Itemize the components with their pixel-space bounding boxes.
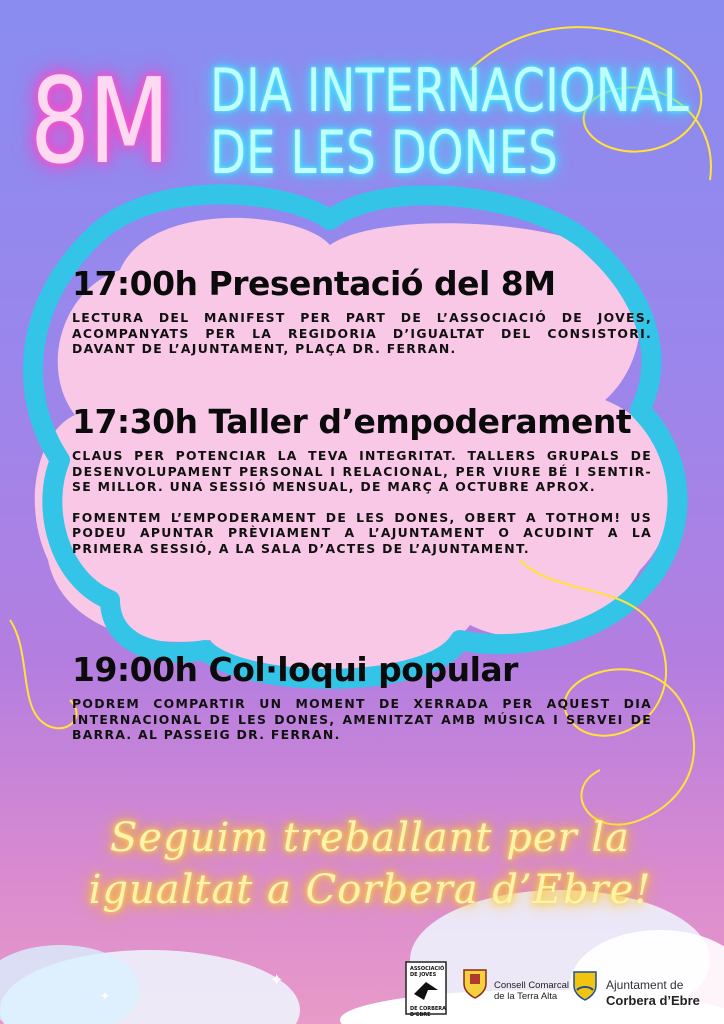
event-presentacio bbox=[72, 264, 652, 357]
event-description: CLAUS PER POTENCIAR LA TEVA INTEGRITAT. TALLERS GRUPALS DE DESENVOLUPAMENT PERSONAL I RELACIONAL, PER VIURE BÉ I SENTIR-SE MILLOR. UNA SESSIÓ MENSUAL, DE MARÇ A OCTUBRE APROX. bbox=[72, 448, 652, 494]
slogan bbox=[60, 812, 680, 916]
event-title: 19:00h Col·loqui popular bbox=[72, 650, 518, 689]
sparkle-icon: ✦ bbox=[270, 970, 284, 989]
yellow-squiggle-left bbox=[10, 620, 77, 728]
ajuntament-logo bbox=[572, 960, 718, 1016]
ajuntament-line-1: Ajuntament de bbox=[606, 978, 684, 992]
sponsor-logos bbox=[398, 960, 718, 1020]
event-title: 17:30h Taller d’empoderament bbox=[72, 402, 632, 441]
headline-8m: 8M bbox=[30, 52, 169, 190]
consell-comarcal-logo bbox=[462, 960, 574, 1016]
sparkle-icon: ✦ bbox=[100, 989, 111, 1003]
headline-line-1: DIA INTERNACIONAL bbox=[210, 56, 689, 126]
event-description-2: FOMENTEM L’EMPODERAMENT DE LES DONES, OBERT A TOTHOM! US PODEU APUNTAR PRÈVIAMENT A L’AJUNTAMENT O ACUDINT A LA PRIMERA SESSIÓ, A LA SALA D’ACTES DE L’AJUNTAMENT. bbox=[72, 509, 652, 556]
ajuntament-line-2: Corbera d’Ebre bbox=[606, 993, 700, 1008]
slogan-line-1: Seguim treballant per la bbox=[110, 815, 630, 861]
event-description: PODREM COMPARTIR UN MOMENT DE XERRADA PER AQUEST DIA INTERNACIONAL DE LES DONES, AMENITZAT AMB MÚSICA I SERVEI DE BARRA. AL PASSEIG DR. FERRAN. bbox=[72, 696, 652, 742]
consell-line-1: Consell Comarcal bbox=[494, 980, 569, 991]
associacio-joves-logo bbox=[404, 960, 448, 1016]
event-taller bbox=[72, 402, 652, 556]
assoc-bottom-text: DE CORBERA D’EBRE bbox=[410, 1006, 447, 1018]
event-description: LECTURA DEL MANIFEST PER PART DE L’ASSOCIACIÓ DE JOVES, ACOMPANYATS PER LA REGIDORIA D’IGUALTAT DEL CONSISTORI. DAVANT DE L’AJUNTAMENT, PLAÇA DR. FERRAN. bbox=[72, 310, 652, 356]
assoc-top-text: ASSOCIACIÓ DE JOVES bbox=[410, 966, 445, 978]
headline-line-2: DE LES DONES bbox=[210, 118, 558, 188]
consell-line-2: de la Terra Alta bbox=[494, 991, 558, 1002]
event-title: 17:00h Presentació del 8M bbox=[72, 264, 556, 303]
headline-title bbox=[210, 56, 689, 188]
slogan-line-2: igualtat a Corbera d’Ebre! bbox=[88, 867, 652, 913]
event-colloqui bbox=[72, 650, 652, 743]
